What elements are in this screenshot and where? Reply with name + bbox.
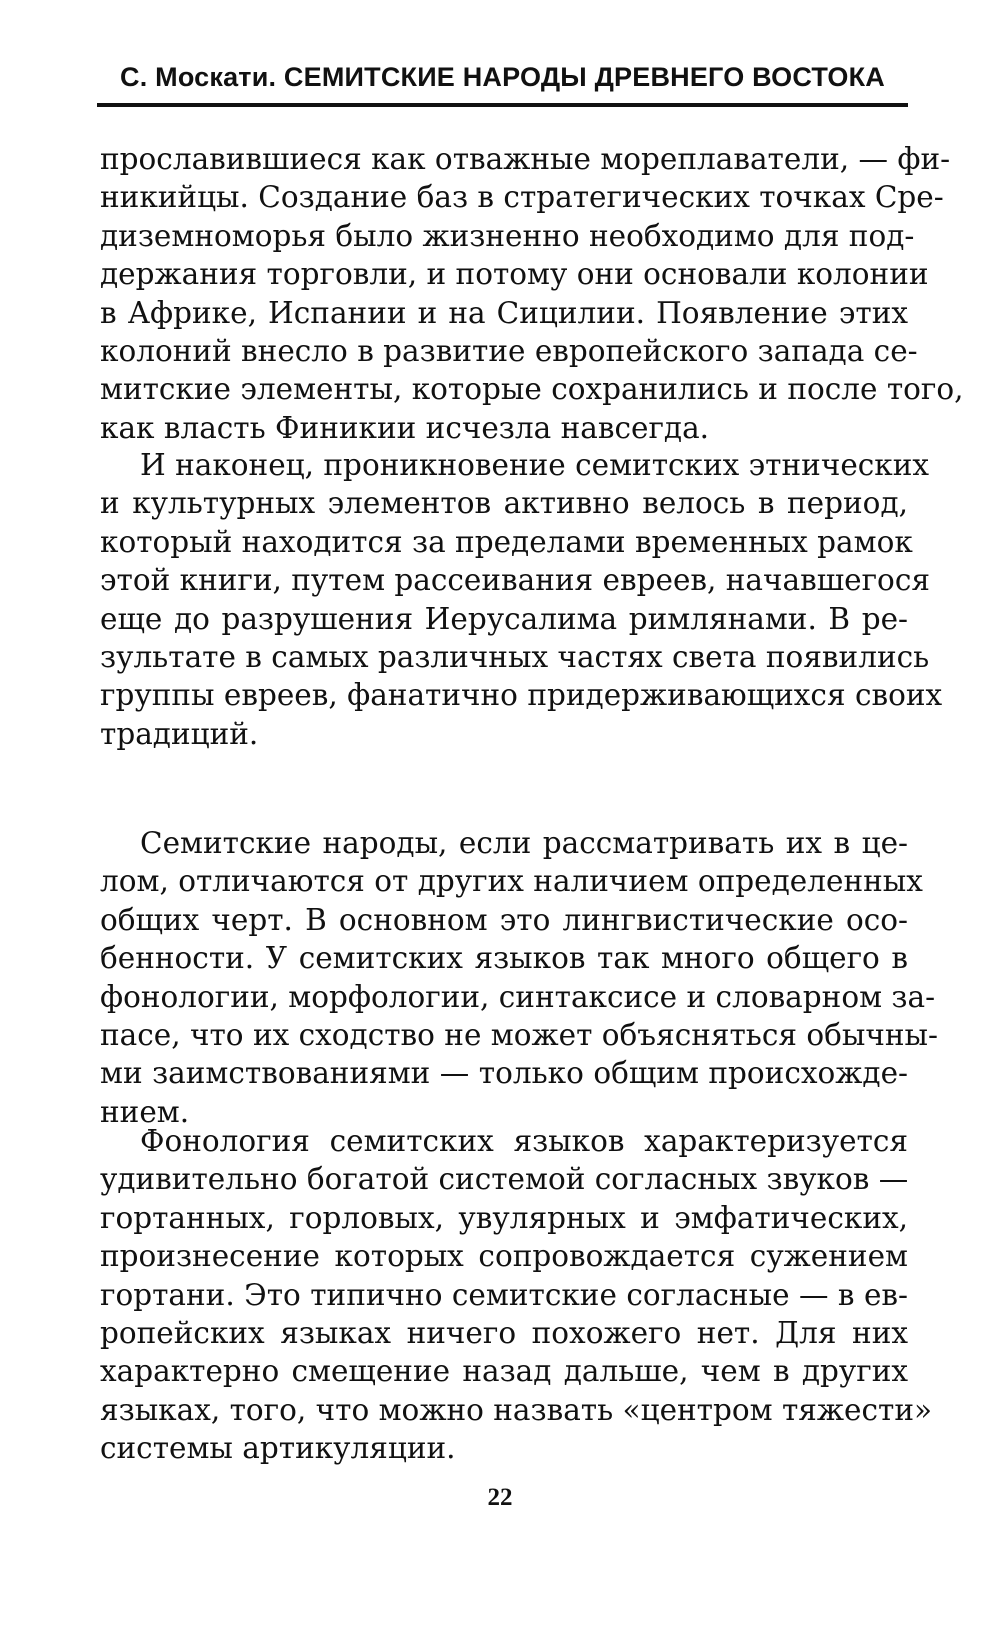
text-line: в Африке, Испании и на Сицилии. Появление этих	[100, 295, 908, 330]
text-line: И наконец, проникновение семитских этнических	[140, 448, 930, 482]
text-line: ропейских языках ничего похожего нет. Для них	[100, 1315, 908, 1350]
text-line: никийцы. Создание баз в стратегических точках Сре-	[100, 180, 944, 215]
text-line: произнесение которых сопровождается сужением	[100, 1239, 908, 1274]
text-line: удивительно богатой системой согласных звуков —	[100, 1162, 909, 1197]
header-rule	[97, 103, 908, 107]
text-line: еще до разрушения Иерусалима римлянами. В ре-	[100, 601, 908, 636]
text-line: гортанных, горловых, увулярных и эмфатических,	[100, 1200, 908, 1235]
text-line: характерно смещение назад дальше, чем в других	[100, 1354, 908, 1389]
text-line: держания торговли, и потому они основали колонии	[100, 257, 929, 292]
text-line: Семитские народы, если рассматривать их в це-	[140, 826, 908, 860]
text-line: гортани. Это типично семитские согласные — в ев-	[100, 1277, 908, 1312]
text-line: системы артикуляции.	[100, 1431, 456, 1466]
text-line: зультате в самых различных частях света появились	[100, 639, 930, 674]
text-line: пасе, что их сходство не может объясняться обычны-	[100, 1017, 938, 1052]
running-title: С. Москати. СЕМИТСКИЕ НАРОДЫ ДРЕВНЕГО ВОСТОКА	[120, 62, 885, 92]
text-line: Фонология семитских языков характеризуется	[140, 1124, 908, 1158]
text-line: традиций.	[100, 716, 259, 751]
text-line: митские элементы, которые сохранились и после того,	[100, 372, 964, 407]
text-line: этой книги, путем рассеивания евреев, начавшегося	[100, 563, 930, 598]
text-line: группы евреев, фанатично придерживающихся своих	[100, 678, 943, 713]
text-line: ми заимствованиями — только общим происхожде-	[100, 1056, 908, 1091]
text-line: который находится за пределами временных рамок	[100, 524, 913, 559]
text-line: нием.	[100, 1094, 190, 1129]
text-line: колоний внесло в развитие европейского запада се-	[100, 333, 918, 368]
text-line: фонологии, морфологии, синтаксисе и словарном за-	[100, 979, 936, 1014]
text-line: бенности. У семитских языков так много общего в	[100, 941, 908, 976]
text-line: диземноморья было жизненно необходимо для под-	[100, 218, 915, 253]
paragraph-4	[100, 1122, 933, 1468]
paragraph-2	[100, 446, 943, 753]
text-line: лом, отличаются от других наличием определенных	[100, 864, 923, 899]
text-line: языках, того, что можно назвать «центром тяжести»	[100, 1392, 933, 1427]
paragraph-1	[100, 140, 964, 447]
text-line: как власть Финикии исчезла навсегда.	[100, 410, 710, 445]
page-number: 22	[487, 1484, 513, 1511]
text-line: прославившиеся как отважные мореплаватели, — фи-	[100, 142, 951, 176]
paragraph-3	[100, 824, 938, 1131]
text-line: общих черт. В основном это лингвистические осо-	[100, 902, 908, 937]
text-line: и культурных элементов активно велось в период,	[100, 486, 908, 521]
